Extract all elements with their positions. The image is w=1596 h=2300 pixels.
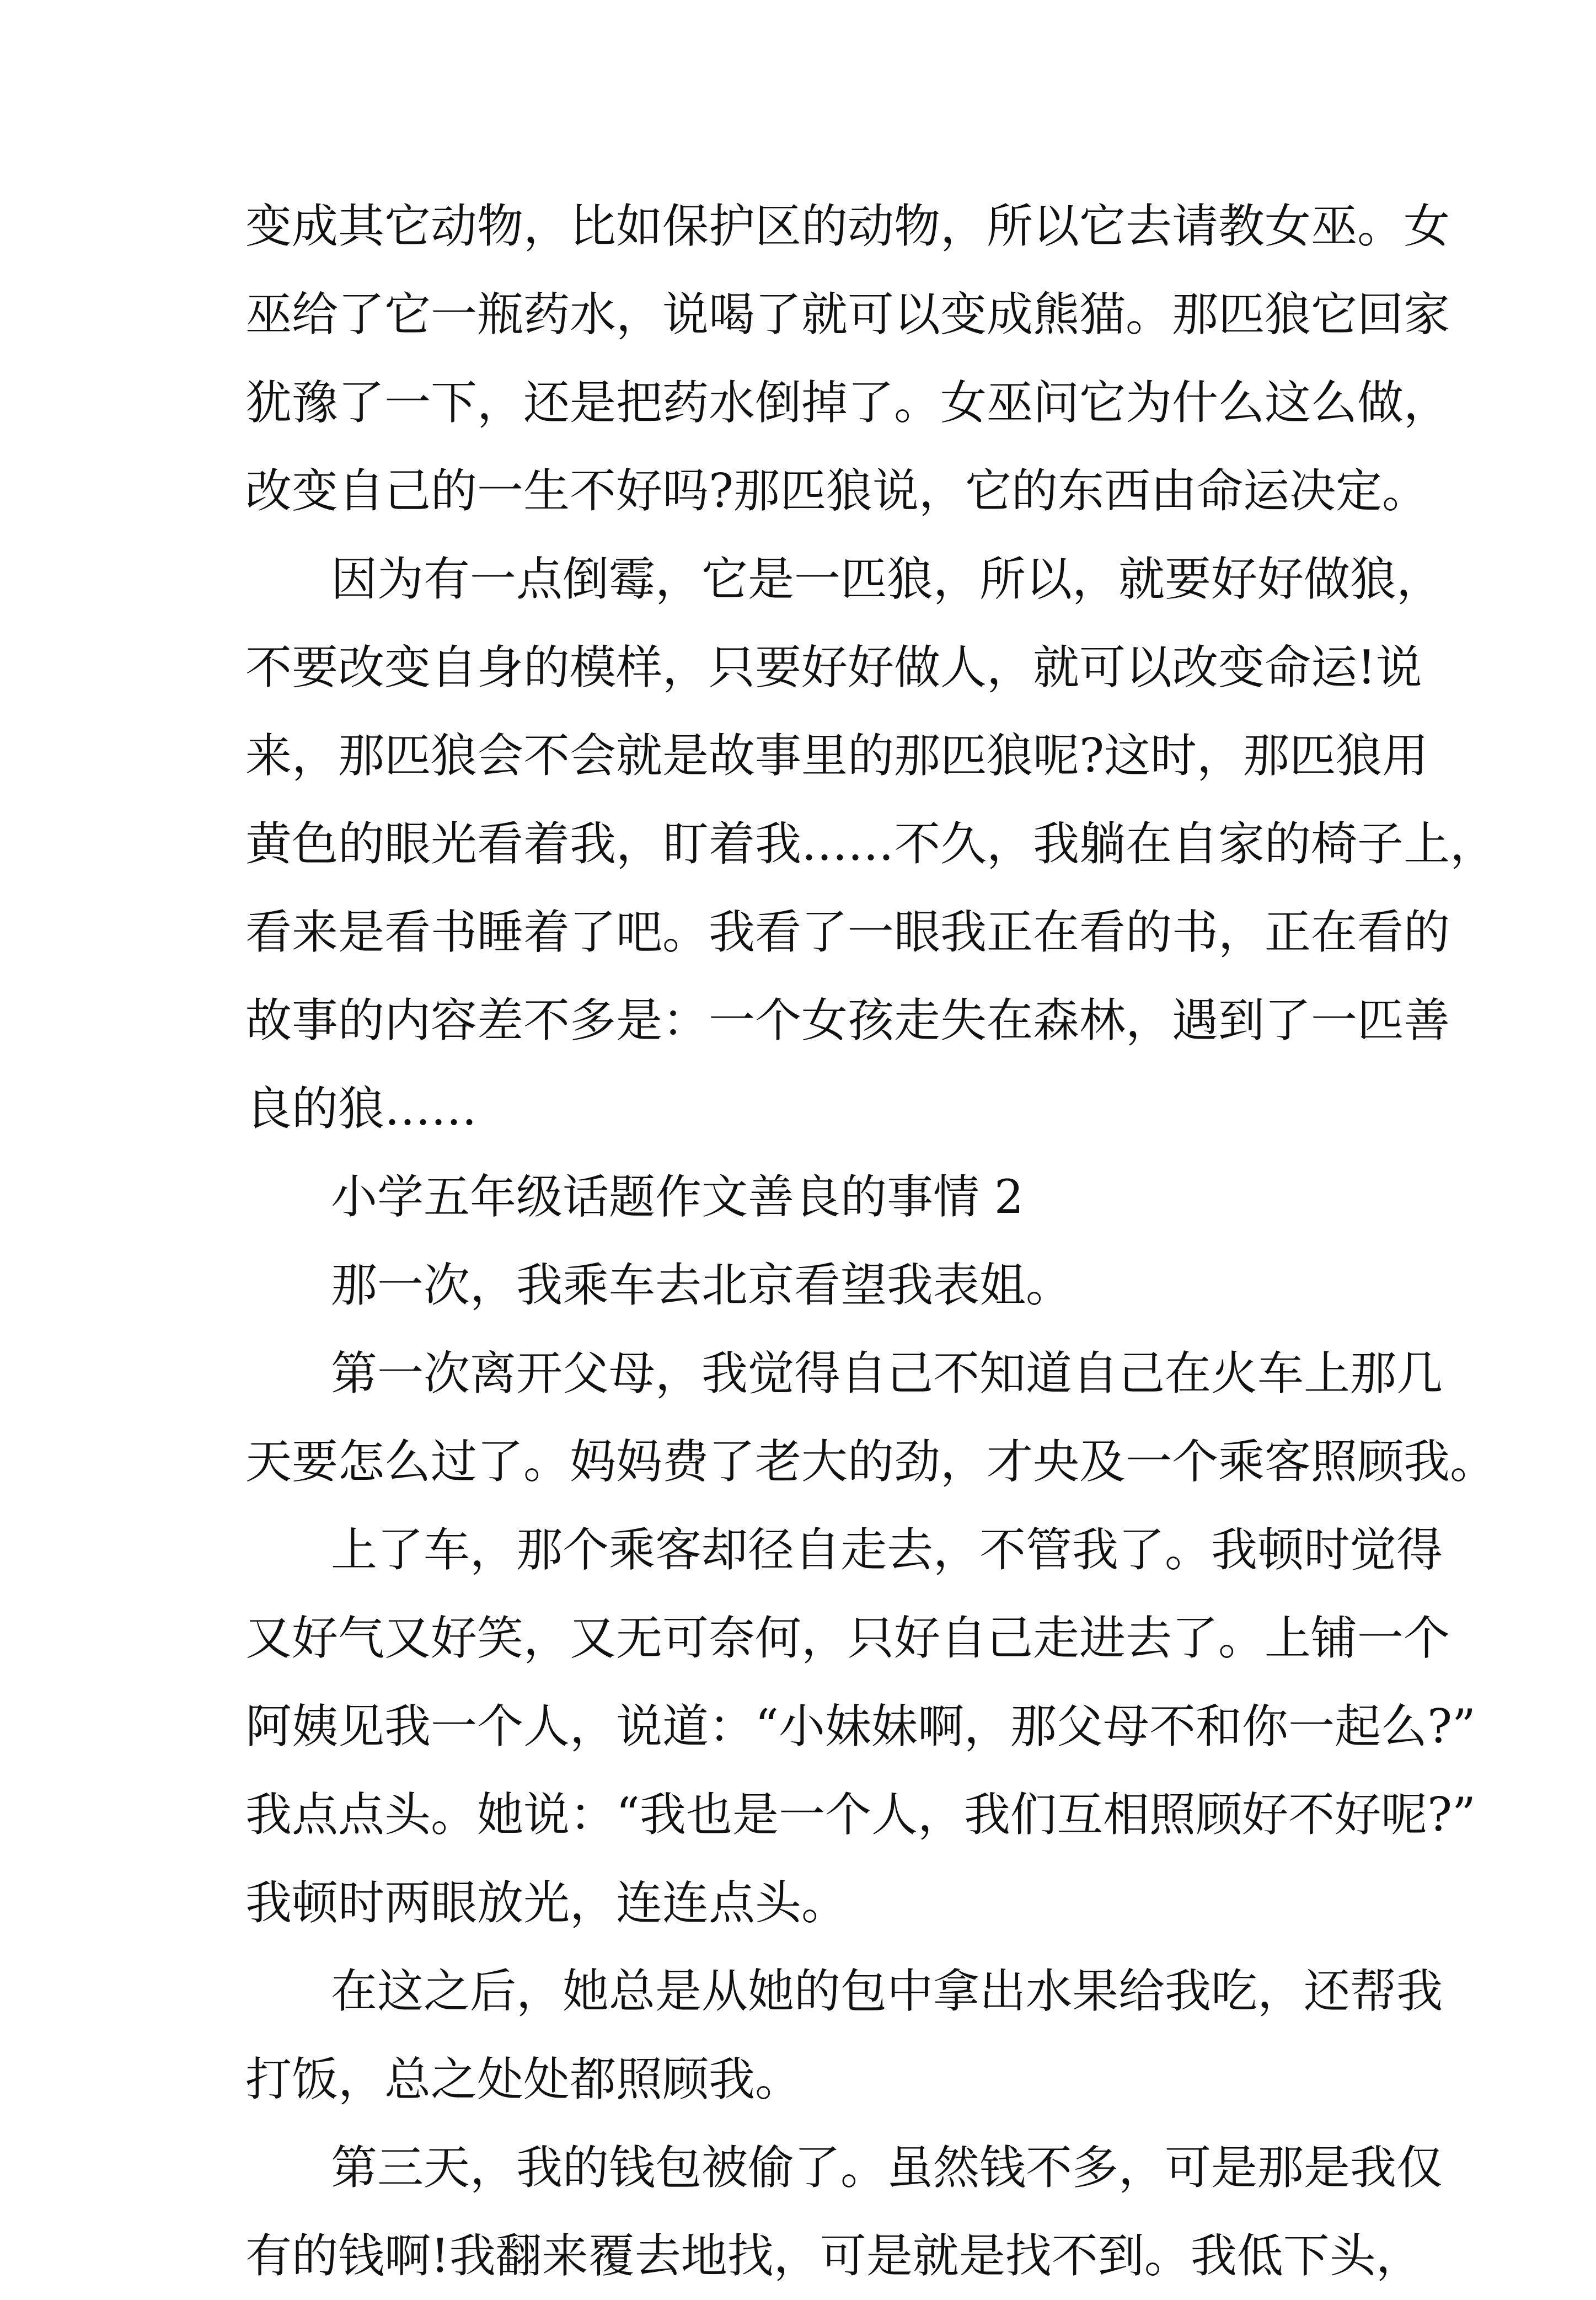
text-line: 良的狼……: [245, 1082, 478, 1136]
text-line: 看来是看书睡着了吧。我看了一眼我正在看的书，正在看的: [245, 905, 1450, 959]
text-line: 阿姨见我一个人，说道：“小妹妹啊，那父母不和你一起么?”: [245, 1699, 1476, 1753]
text-line: 犹豫了一下，还是把药水倒掉了。女巫问它为什么这么做，: [245, 376, 1450, 430]
text-line: 我顿时两眼放光，连连点头。: [245, 1876, 848, 1930]
text-line: 打饭，总之处处都照顾我。: [245, 2052, 802, 2106]
text-line: 变成其它动物，比如保护区的动物，所以它去请教女巫。女: [245, 199, 1450, 253]
paragraph-start-line: 第三天，我的钱包被偷了。虽然钱不多，可是那是我仅: [331, 2141, 1443, 2195]
text-line: 改变自己的一生不好吗?那匹狼说，它的东西由命运决定。: [245, 464, 1429, 518]
section-heading: 小学五年级话题作文善良的事情 2: [331, 1170, 1024, 1224]
text-line: 不要改变自身的模样，只要好好做人，就可以改变命运!说: [245, 640, 1422, 694]
text-line: 巫给了它一瓶药水，说喝了就可以变成熊猫。那匹狼它回家: [245, 287, 1450, 341]
text-line: 黄色的眼光看着我，盯着我……不久，我躺在自家的椅子上，: [245, 817, 1497, 871]
paragraph-start-line: 因为有一点倒霉，它是一匹狼，所以，就要好好做狼，: [331, 552, 1443, 606]
text-line: 有的钱啊!我翻来覆去地找，可是就是找不到。我低下头，: [245, 2229, 1422, 2283]
text-line: 我点点头。她说：“我也是一个人，我们互相照顾好不好呢?”: [245, 1788, 1476, 1842]
paragraph-start-line: 在这之后，她总是从她的包中拿出水果给我吃，还帮我: [331, 1964, 1443, 2018]
text-line: 来，那匹狼会不会就是故事里的那匹狼呢?这时，那匹狼用: [245, 729, 1429, 783]
text-line: 天要怎么过了。妈妈费了老大的劲，才央及一个乘客照顾我。: [245, 1435, 1497, 1489]
document-body: [245, 182, 1497, 2300]
paragraph-start-line: 上了车，那个乘客却径自走去，不管我了。我顿时觉得: [331, 1523, 1443, 1577]
text-line: 又好气又好笑，又无可奈何，只好自己走进去了。上铺一个: [245, 1611, 1450, 1665]
text-line: 故事的内容差不多是：一个女孩走失在森林，遇到了一匹善: [245, 993, 1450, 1047]
paragraph-start-line: 那一次，我乘车去北京看望我表姐。: [331, 1258, 1073, 1312]
paragraph-start-line: 第一次离开父母，我觉得自己不知道自己在火车上那几: [331, 1346, 1443, 1400]
